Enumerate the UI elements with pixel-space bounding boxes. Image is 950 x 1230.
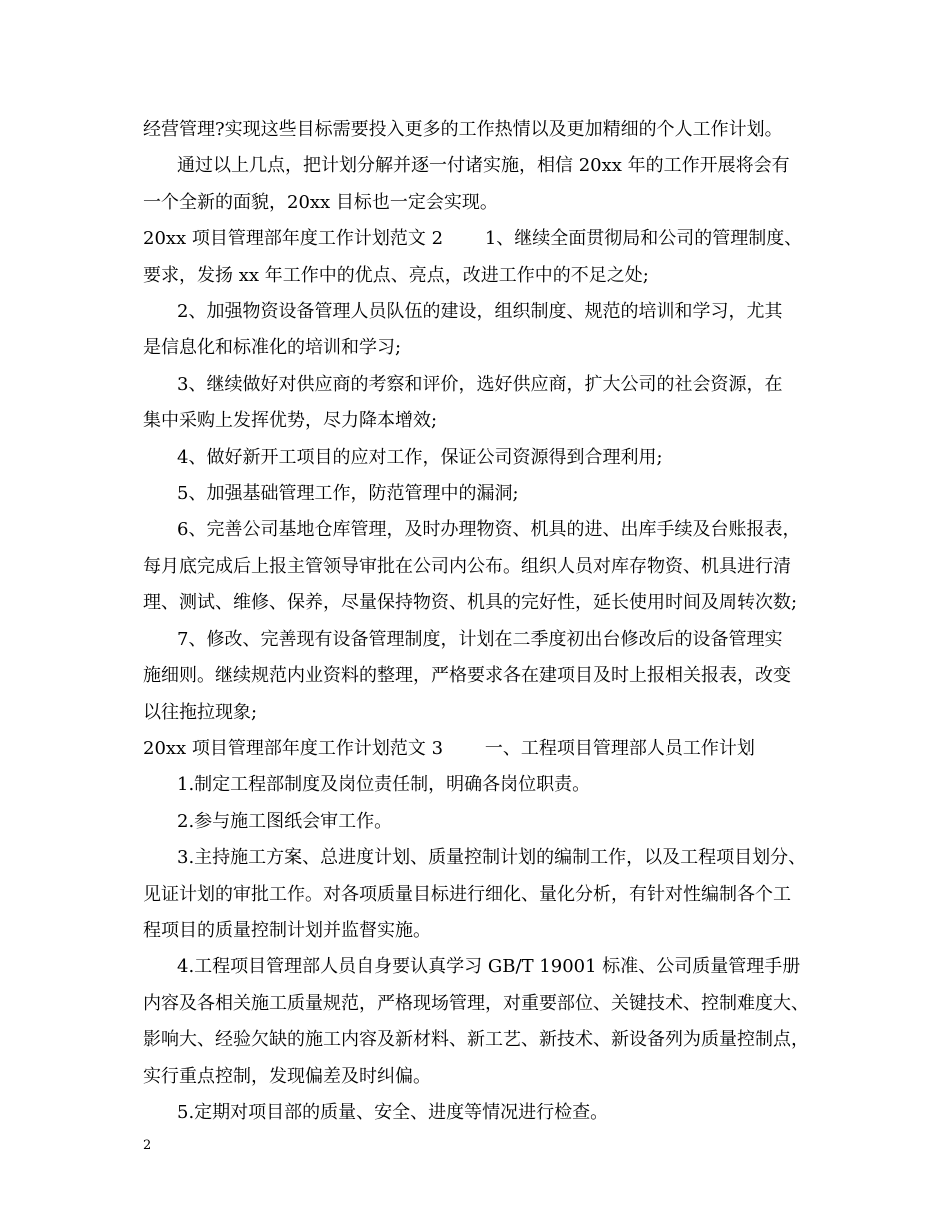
text-line: 每月底完成后上报主管领导审批在公司内公布。组织人员对库存物资、机具进行清 [143,555,791,577]
text-line: 经营管理?实现这些目标需要投入更多的工作热情以及更加精细的个人工作计划。 [143,119,783,140]
text-line: 1.制定工程部制度及岗位责任制，明确各岗位职责。 [177,774,591,796]
text-line: 3、继续做好对供应商的考察和评价，选好供应商，扩大公司的社会资源，在 [177,373,783,395]
text-line: 4、做好新开工项目的应对工作，保证公司资源得到合理利用; [177,446,663,468]
text-line: 4.工程项目管理部人员自身要认真学习 GB/T 19001 标准、公司质量管理手册 [177,956,801,978]
text-line: 内容及各相关施工质量规范，严格现场管理，对重要部位、关键技术、控制难度大、 [143,992,809,1014]
section-heading-line: 20xx 项目管理部年度工作计划范文 2 1、继续全面贯彻局和公司的管理制度、 [143,228,803,250]
text-line: 理、测试、维修、保养，尽量保持物资、机具的完好性，延长使用时间及周转次数; [143,592,798,614]
text-line: 通过以上几点，把计划分解并逐一付诸实施，相信 20xx 年的工作开展将会有 [177,155,790,177]
page-number: 2 [143,1138,152,1153]
text-line: 2、加强物资设备管理人员队伍的建设，组织制度、规范的培训和学习，尤其 [177,301,783,323]
text-line: 见证计划的审批工作。对各项质量目标进行细化、量化分析，有针对性编制各个工 [143,883,791,905]
text-line: 5、加强基础管理工作，防范管理中的漏洞; [177,483,519,505]
text-line: 程项目的质量控制计划并监督实施。 [143,919,431,941]
text-line: 3.主持施工方案、总进度计划、质量控制计划的编制工作，以及工程项目划分、 [177,847,807,869]
text-line: 7、修改、完善现有设备管理制度，计划在二季度初出台修改后的设备管理实 [177,628,783,650]
text-line: 是信息化和标准化的培训和学习; [143,337,402,359]
text-line: 施细则。继续规范内业资料的整理，严格要求各在建项目及时上报相关报表，改变 [143,665,791,687]
text-line: 5.定期对项目部的质量、安全、进度等情况进行检查。 [177,1101,609,1123]
text-line: 要求，发扬 xx 年工作中的优点、亮点，改进工作中的不足之处; [143,264,649,286]
text-line: 2.参与施工图纸会审工作。 [177,810,393,832]
section-heading-line: 20xx 项目管理部年度工作计划范文 3 一、工程项目管理部人员工作计划 [143,737,755,759]
text-line: 以往拖拉现象; [143,701,258,723]
text-line: 实行重点控制，发现偏差及时纠偏。 [143,1065,431,1087]
text-line: 一个全新的面貌，20xx 目标也一定会实现。 [143,191,498,213]
text-line: 影响大、经验欠缺的施工内容及新材料、新工艺、新技术、新设备列为质量控制点， [143,1029,809,1051]
text-line: 6、完善公司基地仓库管理，及时办理物资、机具的进、出库手续及台账报表， [177,519,801,541]
text-line: 集中采购上发挥优势，尽力降本增效; [143,410,438,432]
body-text [143,112,815,1131]
